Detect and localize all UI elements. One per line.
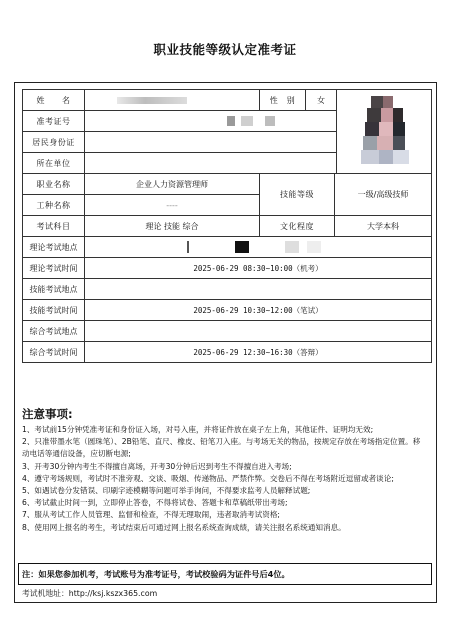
notes-title: 注意事项: [22,407,73,421]
machine-exam-notice: 注：如果您参加机考，考试账号为准考证号，考试校验码为证件号后4位。 [18,563,432,585]
unit-label: 所在单位 [23,153,85,174]
redacted-place-a [187,241,189,253]
education-label: 文化程度 [260,216,335,237]
redacted-ticket-no-3 [265,116,275,126]
skill-time-value: 2025-06-29 10:30~12:00（笔试） [85,300,432,321]
occupation-label: 职业名称 [23,174,85,195]
redacted-place-b [235,241,249,253]
composite-time-label: 综合考试时间 [23,342,85,363]
redacted-ticket-no [227,116,235,126]
trade-label: 工种名称 [23,195,85,216]
composite-place-value [85,321,432,342]
id-card-value [85,132,337,153]
name-label: 姓 名 [23,90,85,111]
note-item: 7、服从考试工作人员管理、监督和检查，不得无理取闹，违者取消考试资格; [22,510,280,520]
note-item: 6、考试截止时间一到，立即停止答卷，不得将试卷、答题卡和草稿纸带出考场; [22,498,288,508]
note-item: 1、考试前15分钟凭准考证和身份证入场，对号入座，并将证件放在桌子左上角，其他证件、证明均无效; [22,425,374,434]
redacted-name [117,97,187,104]
id-card-label: 居民身份证 [23,132,85,153]
composite-place-label: 综合考试地点 [23,321,85,342]
skill-level-label: 技能等级 [260,174,335,216]
note-item: 8、使用网上报名的考生，考试结束后可通过网上报名系统查询成绩，请关注报名系统通知消息。 [22,522,346,532]
photo-cell [337,90,432,174]
ticket-no-value [85,111,337,132]
subjects-value: 理论 技能 综合 [85,216,260,237]
note-item: 4、遵守考场规则，考试时不准旁观、交谈、吸烟、传递物品、严禁作弊。交卷后不得在考场附近逗留或者谈论; [22,473,394,483]
exam-address: 考试机地址：http://ksj.kszx365.com [22,589,158,598]
unit-value [85,153,337,174]
note-item: 5、如遇试卷分发错误、印刷字迹模糊等问题可举手询问，不得要求监考人员解释试题; [22,486,311,496]
composite-time-value: 2025-06-29 12:30~16:30（答辩） [85,342,432,363]
candidate-info-table [22,89,432,363]
occupation-value: 企业人力资源管理师 [85,174,260,195]
education-value: 大学本科 [335,216,432,237]
subjects-label: 考试科目 [23,216,85,237]
trade-value: ---- [85,195,260,216]
skill-level-value: 一级/高级技师 [335,174,432,216]
note-item: 2、只准带墨水笔（圆珠笔）、2B铅笔、直尺、橡皮、铅笔刀入座。与考场无关的物品，按规定存放在考场指定位置。移动电话等通信设备，应切断电源; [22,437,421,459]
skill-time-label: 技能考试时间 [23,300,85,321]
theory-time-value: 2025-06-29 08:30~10:00（机考） [85,258,432,279]
theory-time-label: 理论考试时间 [23,258,85,279]
candidate-photo [347,94,417,174]
theory-place-label: 理论考试地点 [23,237,85,258]
redacted-place-c [285,241,299,253]
note-item: 3、开考30分钟内考生不得擅自离场，开考30分钟后迟到考生不得擅自进入考场; [22,461,292,471]
theory-place-value [85,237,432,258]
gender-value: 女 [306,90,337,111]
gender-label: 性 别 [260,90,306,111]
redacted-place-d [307,241,321,253]
skill-place-value [85,279,432,300]
skill-place-label: 技能考试地点 [23,279,85,300]
page-title: 职业技能等级认定准考证 [153,42,297,57]
notes-list [22,424,426,534]
name-value [85,90,260,111]
ticket-no-label: 准考证号 [23,111,85,132]
redacted-ticket-no-2 [241,116,253,126]
